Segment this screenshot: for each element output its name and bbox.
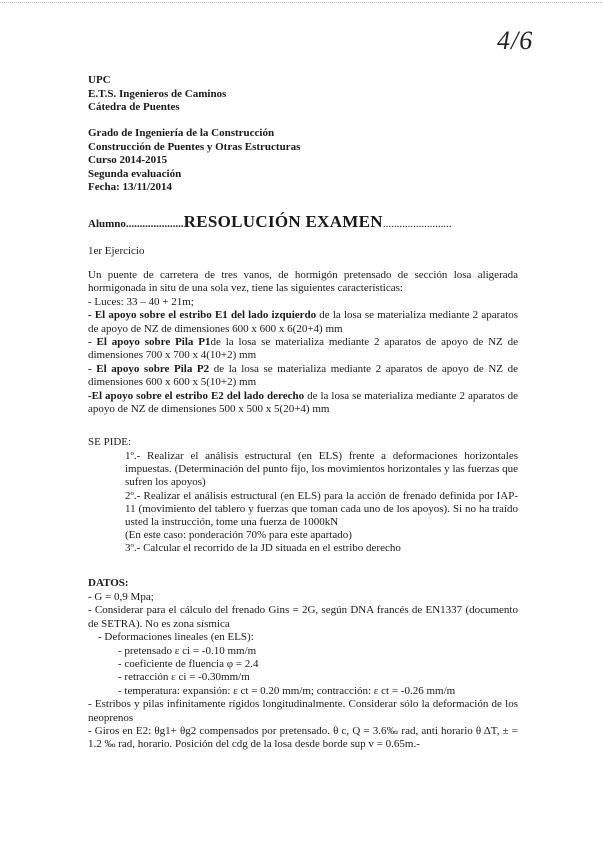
data-prestress: - pretensado ε ci = -0.10 mm/m bbox=[118, 644, 257, 657]
intro-paragraph: Un puente de carretera de tres vanos, de hormigón pretensado de sección losa aligerada hormigonada in situ de una sola vez, tiene las siguientes características: bbox=[88, 269, 518, 295]
support-p2-text: de la losa se materializa mediante 2 aparatos de apoyo de NZ de dimensiones 600 x 600 x 5(10+2) mm bbox=[88, 362, 518, 389]
school-name: E.T.S. Ingenieros de Caminos bbox=[88, 87, 227, 100]
page-number: 4/6 bbox=[497, 26, 534, 55]
se-pide-heading: SE PIDE: bbox=[88, 436, 132, 448]
data-list bbox=[88, 591, 518, 752]
exercise-title: 1er Ejercicio bbox=[88, 245, 145, 257]
task-3: 3º.- Calcular el recorrido de la JD situada en el estribo derecho bbox=[125, 542, 401, 555]
exam-resolution-title: RESOLUCIÓN EXAMEN bbox=[183, 212, 383, 231]
support-e1-title: - El apoyo sobre el estribo E1 del lado izquierdo bbox=[88, 309, 317, 322]
scan-edge-line bbox=[0, 2, 603, 3]
support-p2 bbox=[88, 363, 518, 390]
problem-statement bbox=[88, 269, 518, 416]
academic-year: Curso 2014-2015 bbox=[88, 154, 168, 167]
support-e1 bbox=[88, 309, 518, 336]
institution-header bbox=[88, 74, 226, 115]
data-creep: - coeficiente de fluencia φ = 2.4 bbox=[118, 658, 259, 671]
task-2: 2º.- Realizar el análisis estructural (en ELS) para la acción de frenado definida por IAP-11 (movimiento del tablero y fuerzas que toman cada uno de los apoyos). Si no ha traído usted la instrucción, tome una fuerza de 1000kN bbox=[125, 489, 518, 529]
task-1: 1º.- Realizar el análisis estructural (en ELS) frente a deformaciones horizontales impuestas. (Determinación del punto fijo, los movimientos horizontales y las fuerzas que sufren los apoyos) bbox=[125, 450, 518, 489]
degree-name: Grado de Ingeniería de la Construcción bbox=[88, 127, 275, 139]
task-list bbox=[125, 450, 518, 556]
data-rotations: - Giros en E2: θg1+ θg2 compensados por pretensado. θ c, Q = 3.6‰ rad, anti horario θ ΔT, ± = 1.2 ‰ rad, horario. Posición del cdg de la losa desde borde sup v = 0.65m.- bbox=[88, 725, 518, 751]
support-p2-title: - El apoyo sobre Pila P2 bbox=[88, 362, 210, 375]
student-label: Alumno..................... bbox=[88, 218, 184, 230]
support-p1-title: - El apoyo sobre Pila P1 bbox=[88, 336, 211, 349]
datos-heading: DATOS: bbox=[88, 577, 129, 589]
exam-date: Fecha: 13/11/2014 bbox=[88, 181, 173, 194]
support-e2-title: -El apoyo sobre el estribo E2 del lado derecho bbox=[88, 389, 305, 402]
department-name: Cátedra de Puentes bbox=[88, 101, 180, 113]
support-p1-text: de la losa se materializa mediante 2 aparatos de apoyo de NZ de dimensiones 700 x 700 x 4(10+2) mm bbox=[88, 336, 518, 362]
data-temperature: - temperatura: expansión: ε ct = 0.20 mm/m; contracción: ε ct = -0.26 mm/m bbox=[118, 684, 456, 697]
support-e1-text: de la losa se materializa mediante 2 aparatos de apoyo de NZ de dimensiones 600 x 600 x 6(20+4) mm bbox=[88, 309, 518, 335]
subject-name: Construcción de Puentes y Otras Estructuras bbox=[88, 140, 301, 153]
data-abutments: - Estribos y pilas infinitamente rígidos longitudinalmente. Considerar sólo la deformación de los neoprenos bbox=[88, 698, 518, 724]
university-name: UPC bbox=[88, 74, 111, 86]
task-2-note: (En este caso: ponderación 70% para este apartado) bbox=[125, 529, 352, 542]
support-e2 bbox=[88, 390, 518, 417]
support-p1 bbox=[88, 336, 518, 363]
course-info bbox=[88, 127, 300, 195]
data-shrinkage: - retracción ε ci = -0.30mm/m bbox=[118, 671, 250, 684]
data-braking: - Considerar para el cálculo del frenado Gins = 2G, según DNA francés de EN1337 (documento de SETRA). No es zona sísmica bbox=[88, 604, 518, 630]
evaluation-name: Segunda evaluación bbox=[88, 167, 182, 180]
data-deformations-heading: - Deformaciones lineales (en ELS): bbox=[98, 631, 254, 644]
data-shear-modulus: - G = 0,9 Mpa; bbox=[88, 591, 154, 603]
student-line bbox=[88, 212, 452, 232]
spans-line: - Luces: 33 – 40 + 21m; bbox=[88, 295, 194, 308]
support-e2-text: de la losa se materializa mediante 2 aparatos de apoyo de NZ de dimensiones 500 x 500 x 5(20+4) mm bbox=[88, 389, 518, 416]
student-dots: ......................... bbox=[382, 218, 452, 230]
